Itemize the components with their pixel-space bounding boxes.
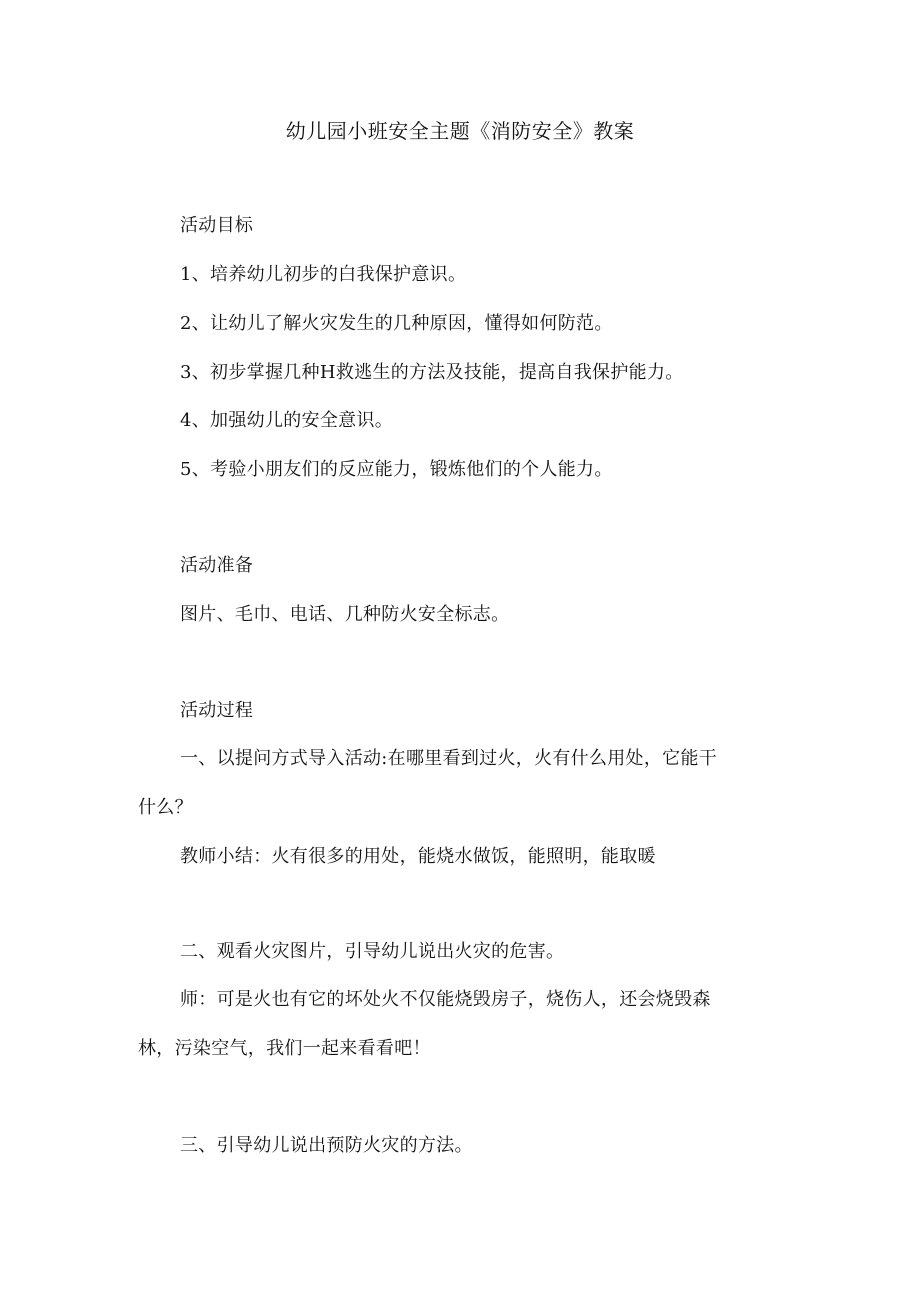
- step3: 三、引导幼儿说出预防火灾的方法。: [180, 1135, 473, 1156]
- step1-line1: 一、以提问方式导入活动:在哪里看到过火，火有什么用处，它能干: [180, 748, 718, 769]
- preparation-text: 图片、毛巾、电话、几种防火安全标志。: [180, 604, 510, 625]
- document-title: 幼儿园小班安全主题《消防安全》教案: [285, 119, 635, 143]
- goal-item-3: 3、初步掌握几种H救逃生的方法及技能，提高自我保护能力。: [180, 362, 684, 383]
- step2: 二、观看火灾图片，引导幼儿说出火灾的危害。: [180, 941, 565, 962]
- teacher-line2: 林，污染空气，我们一起来看看吧！: [138, 1038, 431, 1059]
- goal-item-5: 5、考验小朋友们的反应能力，锻炼他们的个人能力。: [180, 459, 613, 480]
- goal-item-2: 2、让幼儿了解火灾发生的几种原因，懂得如何防范。: [180, 313, 613, 334]
- goals-heading: 活动目标: [180, 215, 254, 236]
- process-heading: 活动过程: [180, 700, 254, 721]
- teacher-summary: 教师小结：火有很多的用处，能烧水做饭，能照明，能取暖: [180, 846, 656, 867]
- goal-item-1: 1、培养幼儿初步的白我保护意识。: [180, 264, 467, 285]
- teacher-line1: 师：可是火也有它的坏处火不仅能烧毁房子，烧伤人，还会烧毁森: [180, 989, 711, 1010]
- goal-item-4: 4、加强幼儿的安全意识。: [180, 410, 394, 431]
- step1-line2: 什么？: [138, 797, 193, 818]
- preparation-heading: 活动准备: [180, 555, 254, 576]
